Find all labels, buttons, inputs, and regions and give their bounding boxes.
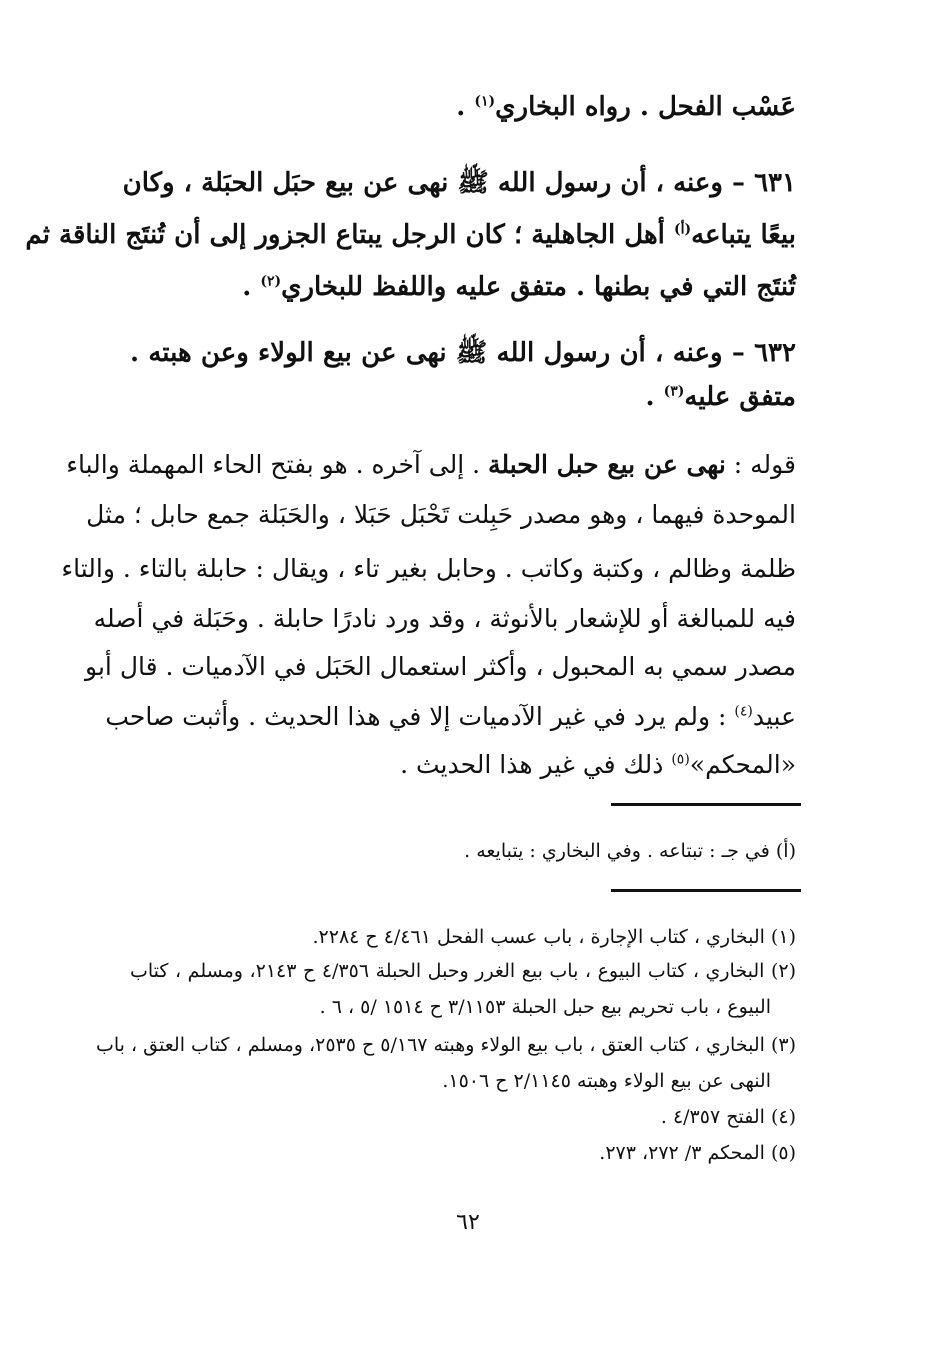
footnote-marker-2: (٢) [260,273,282,290]
text-fragment: . إلى آخره . هو بفتح الحاء المهملة والباء [66,450,489,479]
text-fragment: بيعًا يتباعه [691,220,796,250]
commentary-line-1 [66,450,796,479]
separator-rule [611,889,801,892]
text-fragment: ذلك في غير هذا الحديث . [400,750,672,779]
text-fragment: أهل الجاهلية ؛ كان الرجل يبتاع الجزور إلى أن تُنتَج الناقة ثم [25,220,674,250]
footnote-marker-1: (١) [474,93,496,110]
text-fragment: تُنتَج التي في بطنها . متفق عليه واللفظ للبخاري [281,272,796,302]
commentary-line-5: مصدر سمي به المحبول ، وأكثر استعمال الحَبَل في الآدميات . قال أبو [85,652,796,681]
variant-note: (أ) في جـ : تبتاعه . وفي البخاري : يتبايعه . [464,840,796,862]
footnote-3-line-2: النهى عن بيع الولاء وهبته ٢/١١٤٥ ح ١٥٠٦. [442,1070,771,1092]
commentary-line-2: الموحدة فيهما ، وهو مصدر حَبِلت تَحْبَل حَبَلا ، والحَبَلة جمع حابل ؛ مثل [86,500,796,529]
hadith-631-line-3 [130,272,796,302]
text-line-1 [130,92,796,122]
footnote-1: (١) البخاري ، كتاب الإجارة ، باب عسب الفحل ٤/٤٦١ ح ٢٢٨٤. [312,926,796,948]
quoted-phrase: نهى عن بيع حبل الحبلة [488,450,726,479]
footnote-2-line-1: (٢) البخاري ، كتاب البيوع ، باب بيع الغرر وحبل الحبلة ٤/٣٥٦ ح ٢١٤٣، ومسلم ، كتاب [130,960,797,982]
text-fragment: «المحكم» [689,750,796,779]
text-fragment: . [242,272,261,302]
text-fragment: عَسْب الفحل . رواه البخاري [495,92,796,122]
commentary-line-7 [130,750,796,779]
text-fragment: قوله : [725,450,796,479]
footnote-4: (٤) الفتح ٤/٣٥٧ . [660,1106,796,1128]
text-fragment: متفق عليه [684,382,796,412]
footnote-5: (٥) المحكم ٣/ ٢٧٢، ٢٧٣. [599,1142,796,1164]
text-fragment: عبيد [752,702,796,731]
footnote-marker-3: (٣) [663,383,685,400]
hadith-632-line-1: ٦٣٢ – وعنه ، أن رسول الله ﷺ نهى عن بيع الولاء وعن هبته . [130,338,796,368]
footnote-3-line-1: (٣) البخاري ، كتاب العتق ، باب بيع الولاء وهبته ٥/١٦٧ ح ٢٥٣٥، ومسلم ، كتاب العتق ، باب [96,1034,796,1056]
variant-marker-a: (أ) [673,221,692,238]
text-fragment: . [456,92,475,122]
footnote-2-line-2: البيوع ، باب تحريم بيع حبل الحبلة ٣/١١٥٣ ح ١٥١٤ /٥ ، ٦ . [319,996,771,1018]
commentary-line-4: فيه للمبالغة أو للإشعار بالأنوثة ، وقد ورد نادرًا حابلة . وحَبَلة في أصله [93,604,796,633]
hadith-632-line-2 [130,382,796,412]
text-fragment: : ولم يرد في غير الآدميات إلا في هذا الحديث . وأثبت صاحب [105,702,735,731]
commentary-line-6 [105,702,796,731]
footnote-marker-4: (٤) [734,703,753,720]
commentary-line-3: ظلمة وظالم ، وكتبة وكاتب . وحابل بغير تاء ، ويقال : حابلة بالتاء . والتاء [61,554,796,583]
hadith-631-line-1: ٦٣١ – وعنه ، أن رسول الله ﷺ نهى عن بيع حبَل الحبَلة ، وكان [122,168,796,198]
text-fragment: . [645,382,664,412]
page-number: ٦٢ [456,1210,480,1235]
separator-rule [611,803,801,806]
hadith-631-line-2 [25,220,796,250]
footnote-marker-5: (٥) [671,751,690,768]
